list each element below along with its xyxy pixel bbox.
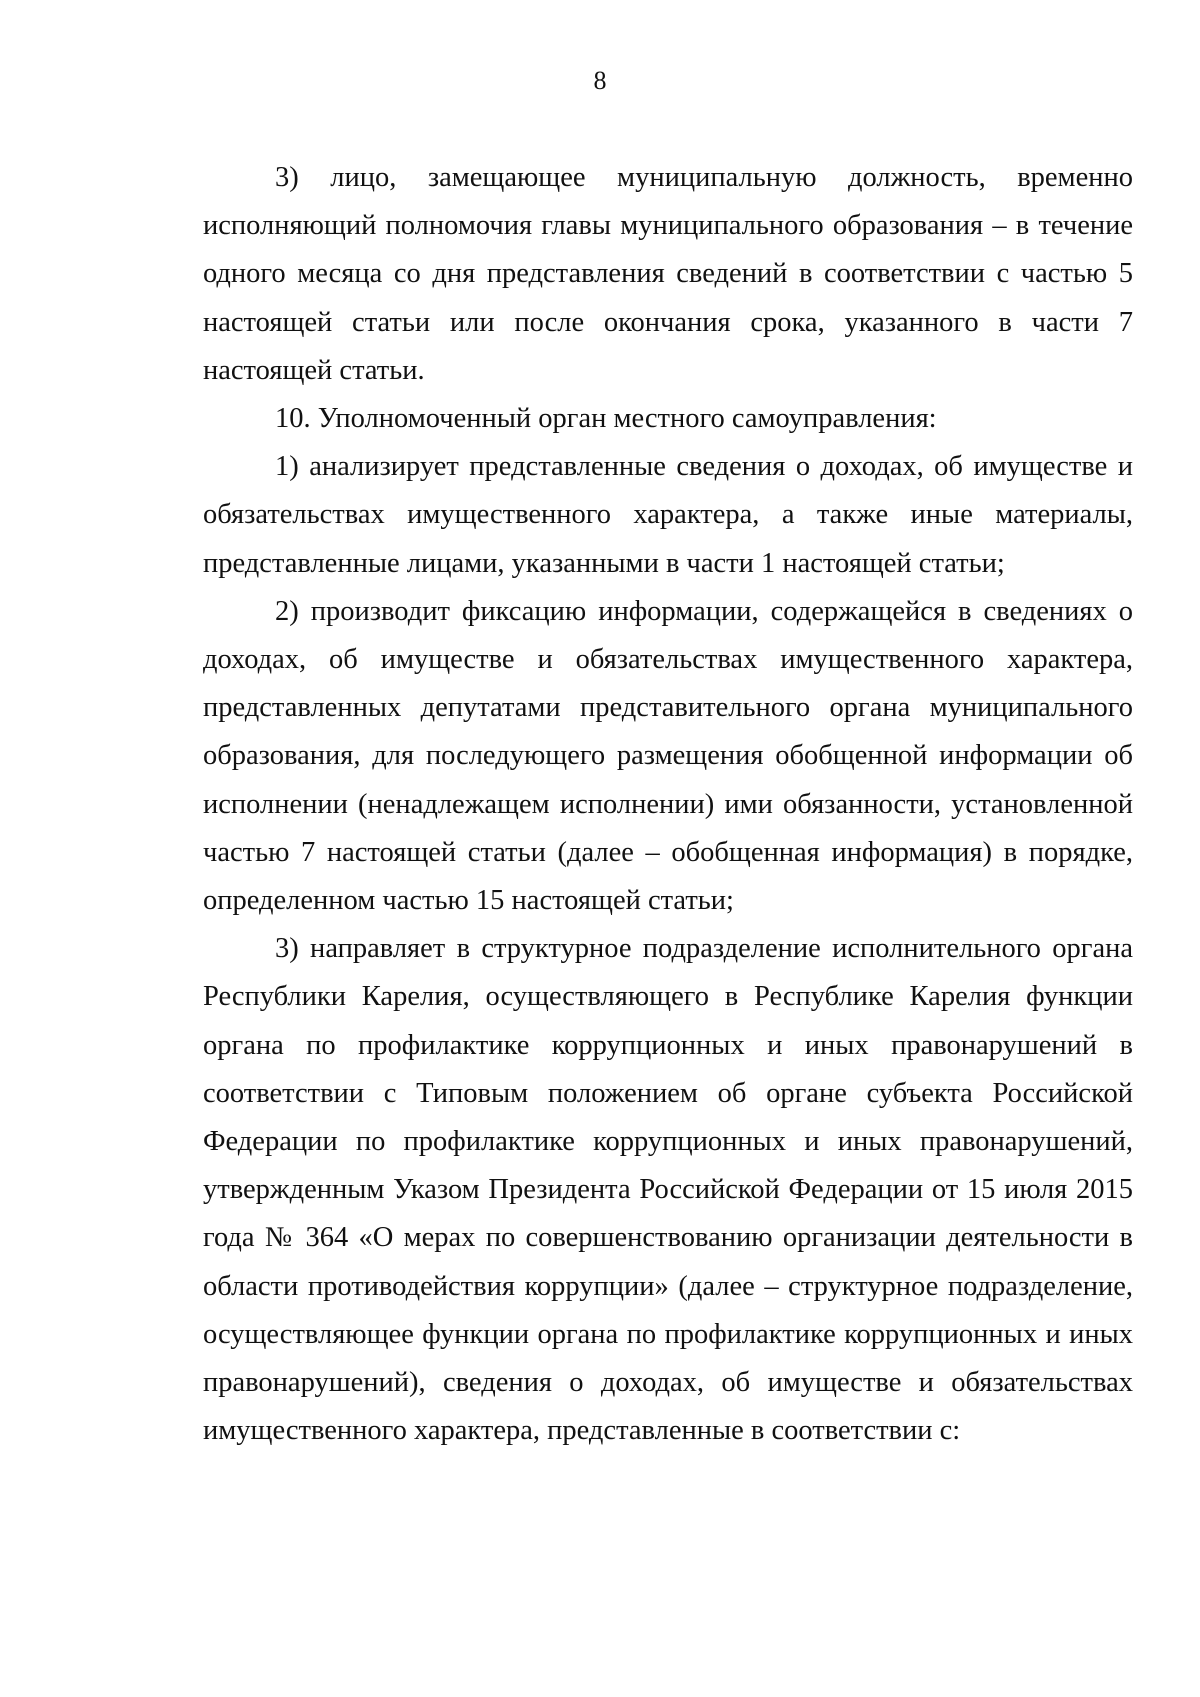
page-number: 8 (593, 66, 607, 95)
paragraph-item-3-continuation: 3) лицо, замещающее муниципальную должность, временно исполняющий полномочия главы муниципального образования – в течение одного месяца со дня представления сведений в соответствии с частью 5 настоящей статьи или после окончания срока, указанного в части 7 настоящей статьи. (203, 162, 1133, 386)
document-body (203, 154, 1133, 1455)
paragraph-section-10-heading: 10. Уполномоченный орган местного самоуправления: (275, 403, 937, 435)
paragraph-item-1: 1) анализирует представленные сведения о доходах, об имуществе и обязательствах имущественного характера, а также иные материалы, представленные лицами, указанными в части 1 настоящей статьи; (203, 451, 1133, 579)
paragraph-item-2: 2) производит фиксацию информации, содержащейся в сведениях о доходах, об имуществе и обязательствах имущественного характера, представленных депутатами представительного органа муниципального образования, для последующего размещения обобщенной информации об исполнении (ненадлежащем исполнении) ими обязанности, установленной частью 7 настоящей статьи (далее – обобщенная информация) в порядке, определенном частью 15 настоящей статьи; (203, 595, 1133, 917)
paragraph-item-3: 3) направляет в структурное подразделение исполнительного органа Республики Карелия, осуществляющего в Республике Карелия функции органа по профилактике коррупционных и иных правонарушений в соответствии с Типовым положением об органе субъекта Российской Федерации по профилактике коррупционных и иных правонарушений, утвержденным Указом Президента Российской Федерации от 15 июля 2015 года № 364 «О мерах по совершенствованию организации деятельности в области противодействия коррупции» (далее – структурное подразделение, осуществляющее функции органа по профилактике коррупционных и иных правонарушений), сведения о доходах, об имуществе и обязательствах имущественного характера, представленные в соответствии с: (203, 933, 1133, 1447)
